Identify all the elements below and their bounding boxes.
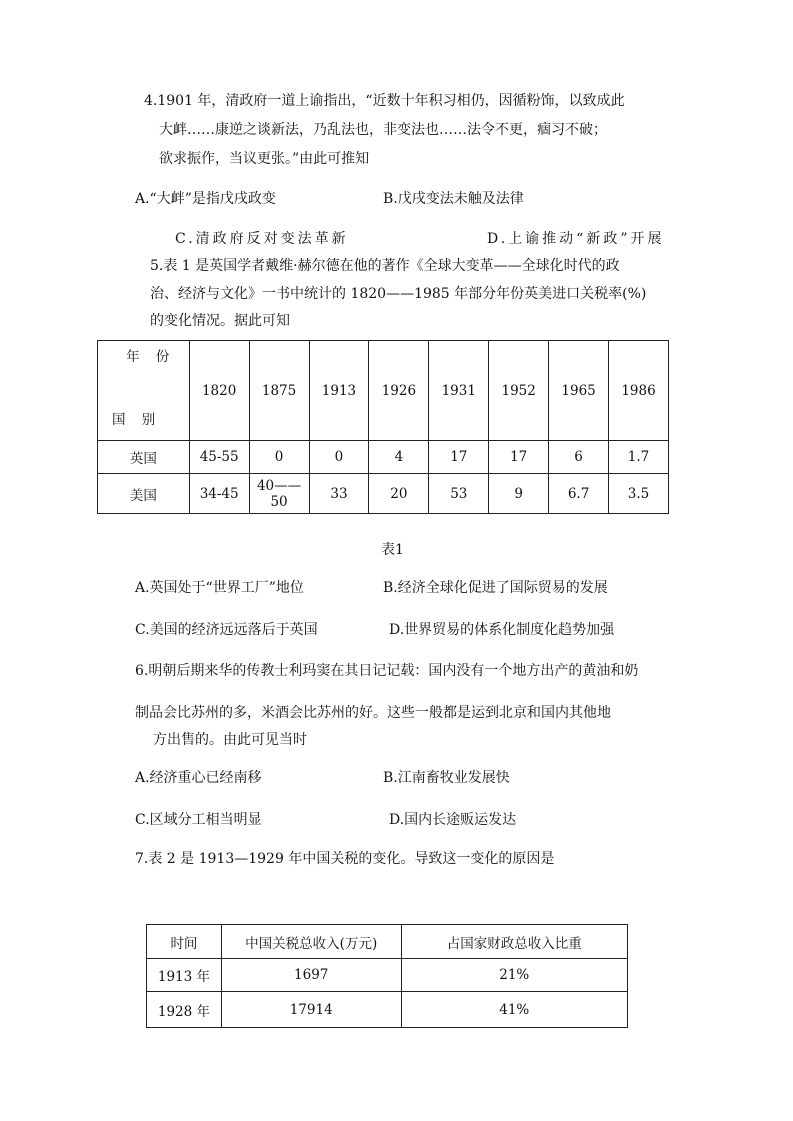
q6-option-a: A.经济重心已经南移 [135,770,262,786]
table-row [98,441,669,474]
year-header: 1926 [369,341,429,441]
q4-stem-line-2: 大衅……康逆之谈新法，乃乱法也，非变法也……法令不更，痼习不破； [159,122,607,138]
row-label: 英国 [98,441,190,474]
table-cell: 1.7 [609,441,669,474]
q5-option-d: D.世界贸易的体系化制度化趋势加强 [389,622,615,638]
table-row [147,959,628,992]
column-header: 时间 [147,925,222,959]
table-cell: 41% [401,992,627,1028]
year-header: 1952 [489,341,549,441]
table-row [147,992,628,1028]
q4-option-c: C.清政府反对变法革新 [175,231,349,247]
table-cell: 17 [429,441,489,474]
q6-stem-line-3: 方出售的。由此可见当时 [153,732,307,748]
table-cell: 17 [489,441,549,474]
corner-year-label: 年 份 [126,349,176,365]
q4-option-d: D.上谕推动“新政”开展 [487,231,665,247]
row-label: 美国 [98,474,190,514]
table-cell: 1697 [221,959,401,992]
table-row [98,474,669,514]
table-cell: 33 [309,474,369,514]
year-header: 1965 [549,341,609,441]
customs-table [146,924,628,1028]
q4-option-b: B.戊戌变法未触及法律 [383,191,524,207]
table-cell: 45-55 [189,441,249,474]
q6-option-d: D.国内长途贩运发达 [389,812,517,828]
table-cell: 1913 年 [147,959,222,992]
table-cell: 20 [369,474,429,514]
q5-option-b: B.经济全球化促进了国际贸易的发展 [383,580,608,596]
q6-option-c: C.区域分工相当明显 [135,812,262,828]
table-cell: 4 [369,441,429,474]
q4-option-a: A.“大衅”是指戊戌政变 [135,191,276,207]
year-header: 1820 [189,341,249,441]
q6-stem-line-1: 6.明朝后期来华的传教士利玛窦在其日记记载：国内没有一个地方出产的黄油和奶 [135,663,639,679]
table-cell: 9 [489,474,549,514]
q4-stem-line-3: 欲求振作，当议更张。”由此可推知 [159,151,370,167]
q6-option-b: B.江南畜牧业发展快 [383,770,510,786]
tariff-header-row [98,341,669,441]
q7-stem-line-1: 7.表 2 是 1913—1929 年中国关税的变化。导致这一变化的原因是 [135,851,555,867]
q6-stem-line-2: 制品会比苏州的多，米酒会比苏州的好。这些一般都是运到北京和国内其他地 [135,705,611,721]
tariff-corner-cell [98,341,190,441]
q5-stem-line-3: 的变化情况。据此可知 [150,313,290,329]
table-cell: 21% [401,959,627,992]
year-header: 1875 [249,341,309,441]
customs-header-row [147,925,628,959]
q5-option-c: C.美国的经济远远落后于英国 [135,622,318,638]
column-header: 占国家财政总收入比重 [401,925,627,959]
table-cell: 17914 [221,992,401,1028]
table-cell: 0 [309,441,369,474]
table-cell: 40——50 [249,474,309,514]
year-header: 1986 [609,341,669,441]
year-header: 1913 [309,341,369,441]
table-cell: 6.7 [549,474,609,514]
table-cell: 6 [549,441,609,474]
q5-stem-line-2: 治、经济与文化》一书中统计的 1820——1985 年部分年份英美进口关税率(%) [150,286,647,302]
q5-option-a: A.英国处于“世界工厂”地位 [135,580,304,596]
tariff-table [97,340,669,514]
corner-country-label: 国 别 [112,412,162,428]
column-header: 中国关税总收入(万元) [221,925,401,959]
table-cell: 34-45 [189,474,249,514]
table-1-caption: 表1 [381,542,404,558]
table-cell: 1928 年 [147,992,222,1028]
table-cell: 3.5 [609,474,669,514]
table-cell: 0 [249,441,309,474]
year-header: 1931 [429,341,489,441]
table-cell: 53 [429,474,489,514]
q4-stem-line-1: 4.1901 年，清政府一道上谕指出，“近数十年积习相仍，因循粉饰，以致成此 [144,93,625,109]
q5-stem-line-1: 5.表 1 是英国学者戴维·赫尔德在他的著作《全球大变革——全球化时代的政 [150,258,620,274]
